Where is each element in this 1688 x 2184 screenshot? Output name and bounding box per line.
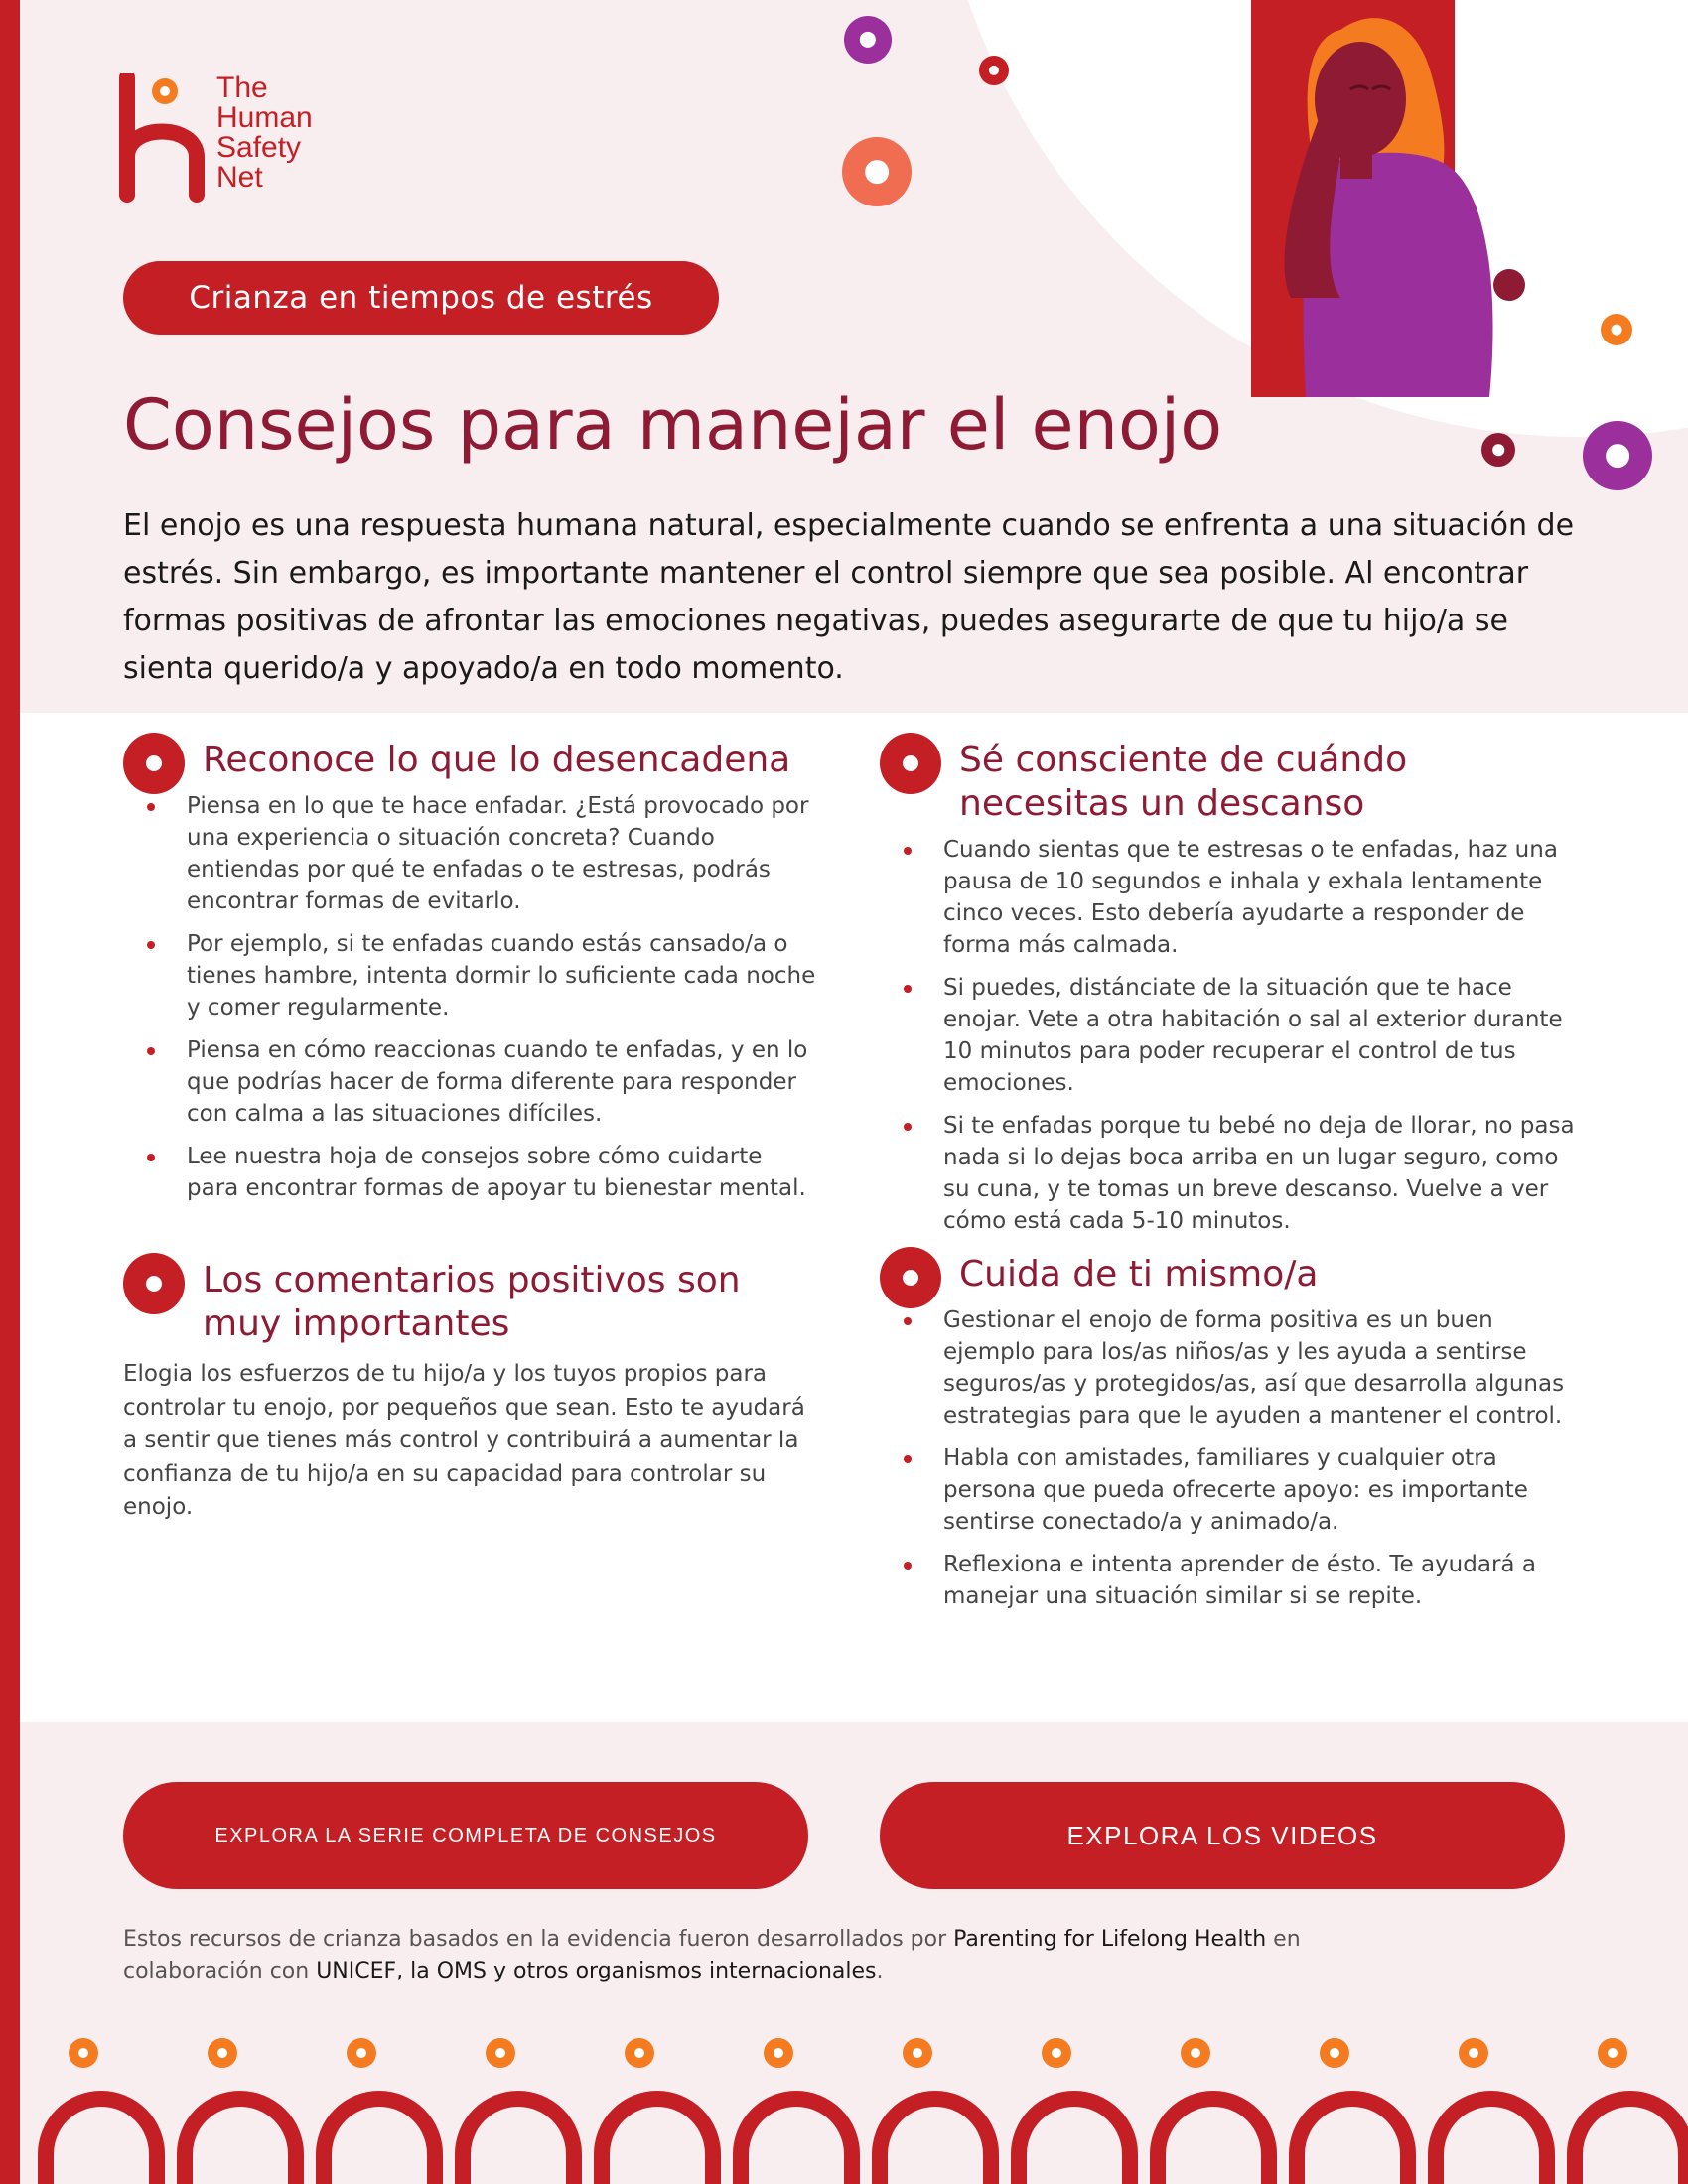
intro-paragraph: El enojo es una respuesta humana natural, especialmente cuando se enfrenta a una situación de estrés. Sin embargo, es importante mantener el control siempre que sea posible. Al encontrar formas positivas de afrontar las emociones negativas, puedes asegurarte de que tu hijo/a se sienta querido/a y apoyado/a en todo momento. [123, 508, 1575, 686]
decorative-dot-center [1191, 2048, 1200, 2058]
list-item: Piensa en lo que te hace enfadar. ¿Está provocado por una experiencia o situación concreta? Cuando entiendas por qué te enfadas o te estresas, podrás encontrar formas de evitarlo. [123, 790, 818, 917]
left-accent-bar [0, 0, 20, 2184]
section-marker-icon [123, 733, 185, 794]
decorative-ring-icon [979, 56, 1009, 85]
section-title: Cuida de ti mismo/a [959, 1254, 1319, 1295]
section-header [880, 733, 1585, 826]
footer-text: en colaboración con [123, 1927, 1301, 1983]
section-triggers [123, 733, 818, 1215]
footer-text: . [876, 1959, 884, 1983]
decorative-dot-center [1330, 2048, 1339, 2058]
list-item: Piensa en cómo reaccionas cuando te enfadas, y en lo que podrías hacer de forma diferente para responder con calma a las situaciones difíciles. [123, 1034, 818, 1130]
bullet-list [880, 1304, 1585, 1612]
decorative-ring-icon [1583, 421, 1652, 490]
section-title: Sé consciente de cuándo necesitas un descanso [959, 740, 1408, 824]
decorative-dot-center [78, 2048, 88, 2058]
list-item: Por ejemplo, si te enfadas cuando estás cansado/a o tienes hambre, intenta dormir lo suficiente cada noche y comer regularmente. [123, 928, 818, 1024]
section-paragraph: Elogia los esfuerzos de tu hijo/a y los tuyos propios para controlar tu enojo, por pequeños que sean. Esto te ayudará a sentir que tienes más control y contribuirá a aumentar la confianza de tu hijo/a en su capacidad para controlar su enojo. [123, 1361, 805, 1520]
section-marker-icon [880, 733, 941, 794]
footer-org-link[interactable]: UNICEF, la OMS y otros organismos internacionales [316, 1959, 877, 1983]
decorative-dot-center [217, 2048, 227, 2058]
decorative-dot-center [495, 2048, 505, 2058]
section-title: Reconoce lo que lo desencadena [203, 740, 791, 780]
logo-wordmark [216, 73, 313, 193]
page-title: Consejos para manejar el enojo [123, 384, 1223, 466]
decorative-dot-center [913, 2048, 922, 2058]
footer-credits [123, 1924, 1315, 1987]
section-header [123, 1253, 818, 1346]
bullet-list [880, 834, 1585, 1237]
list-item: Si te enfadas porque tu bebé no deja de llorar, no pasa nada si lo dejas boca arriba en un lugar seguro, como su cuna, y te tomas un breve descanso. Vuelve a ver cómo está cada 5-10 minutos. [880, 1110, 1585, 1237]
decorative-arch [324, 2099, 435, 2184]
decorative-ring-icon [842, 137, 912, 206]
list-item: Si puedes, distánciate de la situación que te hace enojar. Vete a otra habitación o sal al exterior durante 10 minutos para poder recuperar el control de tus emociones. [880, 972, 1585, 1099]
list-item: Gestionar el enojo de forma positiva es un buen ejemplo para los/as niños/as y les ayuda a sentirse seguros/as y protegidos/as, así que desarrolla algunas estrategias para que le ayuden a mantener el control. [880, 1304, 1585, 1432]
section-break [880, 733, 1585, 1248]
decorative-arch [1158, 2099, 1269, 2184]
explore-series-button[interactable]: EXPLORA LA SERIE COMPLETA DE CONSEJOS [123, 1782, 808, 1889]
section-header [123, 733, 818, 782]
decorative-arch [1436, 2099, 1547, 2184]
list-item: Reflexiona e intenta aprender de ésto. Te ayudará a manejar una situación similar si se repite. [880, 1549, 1585, 1612]
decorative-arch-pattern [20, 2025, 1688, 2184]
decorative-dot-center [1469, 2048, 1478, 2058]
decorative-arch [185, 2099, 296, 2184]
decorative-dot-center [1052, 2048, 1061, 2058]
series-tag: Crianza en tiempos de estrés [123, 261, 719, 335]
footer-org-link[interactable]: Parenting for Lifelong Health [953, 1927, 1267, 1952]
decorative-arch [46, 2099, 157, 2184]
decorative-ring-icon [844, 16, 892, 64]
section-header [880, 1247, 1585, 1297]
list-item: Lee nuestra hoja de consejos sobre cómo cuidarte para encontrar formas de apoyar tu bienestar mental. [123, 1141, 818, 1204]
section-title: Los comentarios positivos son muy importantes [203, 1260, 741, 1344]
decorative-arch [741, 2099, 852, 2184]
decorative-arch [1297, 2099, 1408, 2184]
list-item: Cuando sientas que te estresas o te enfadas, haz una pausa de 10 segundos e inhala y exhala lentamente cinco veces. Esto debería ayudarte a responder de forma más calmada. [880, 834, 1585, 961]
section-positive-feedback [123, 1253, 818, 1525]
explore-videos-button[interactable]: EXPLORA LOS VIDEOS [880, 1782, 1565, 1889]
logo-line: Human [216, 101, 313, 134]
decorative-dot-center [774, 2048, 783, 2058]
footer-text: Estos recursos de crianza basados en la evidencia fueron desarrollados por [123, 1927, 954, 1952]
list-item: Habla con amistades, familiares y cualquier otra persona que pueda ofrecerte apoyo: es importante sentirse conectado/a y animado/a. [880, 1442, 1585, 1538]
decorative-dot-center [356, 2048, 366, 2058]
decorative-arch [602, 2099, 713, 2184]
section-marker-icon [123, 1253, 185, 1314]
decorative-ring-icon [1601, 314, 1632, 345]
decorative-arch [1575, 2099, 1686, 2184]
logo-line: Net [216, 161, 263, 194]
decorative-arch [880, 2099, 991, 2184]
stressed-woman-illustration [1192, 0, 1569, 397]
bullet-list [123, 790, 818, 1204]
decorative-ring-icon [1481, 433, 1515, 467]
decorative-dot-center [1608, 2048, 1618, 2058]
section-self-care [880, 1247, 1585, 1623]
decorative-arch [463, 2099, 574, 2184]
section-marker-icon [880, 1247, 941, 1308]
decorative-arch [1019, 2099, 1130, 2184]
logo-line: Safety [216, 131, 302, 164]
decorative-dot-center [634, 2048, 644, 2058]
logo-line: The [216, 71, 268, 104]
